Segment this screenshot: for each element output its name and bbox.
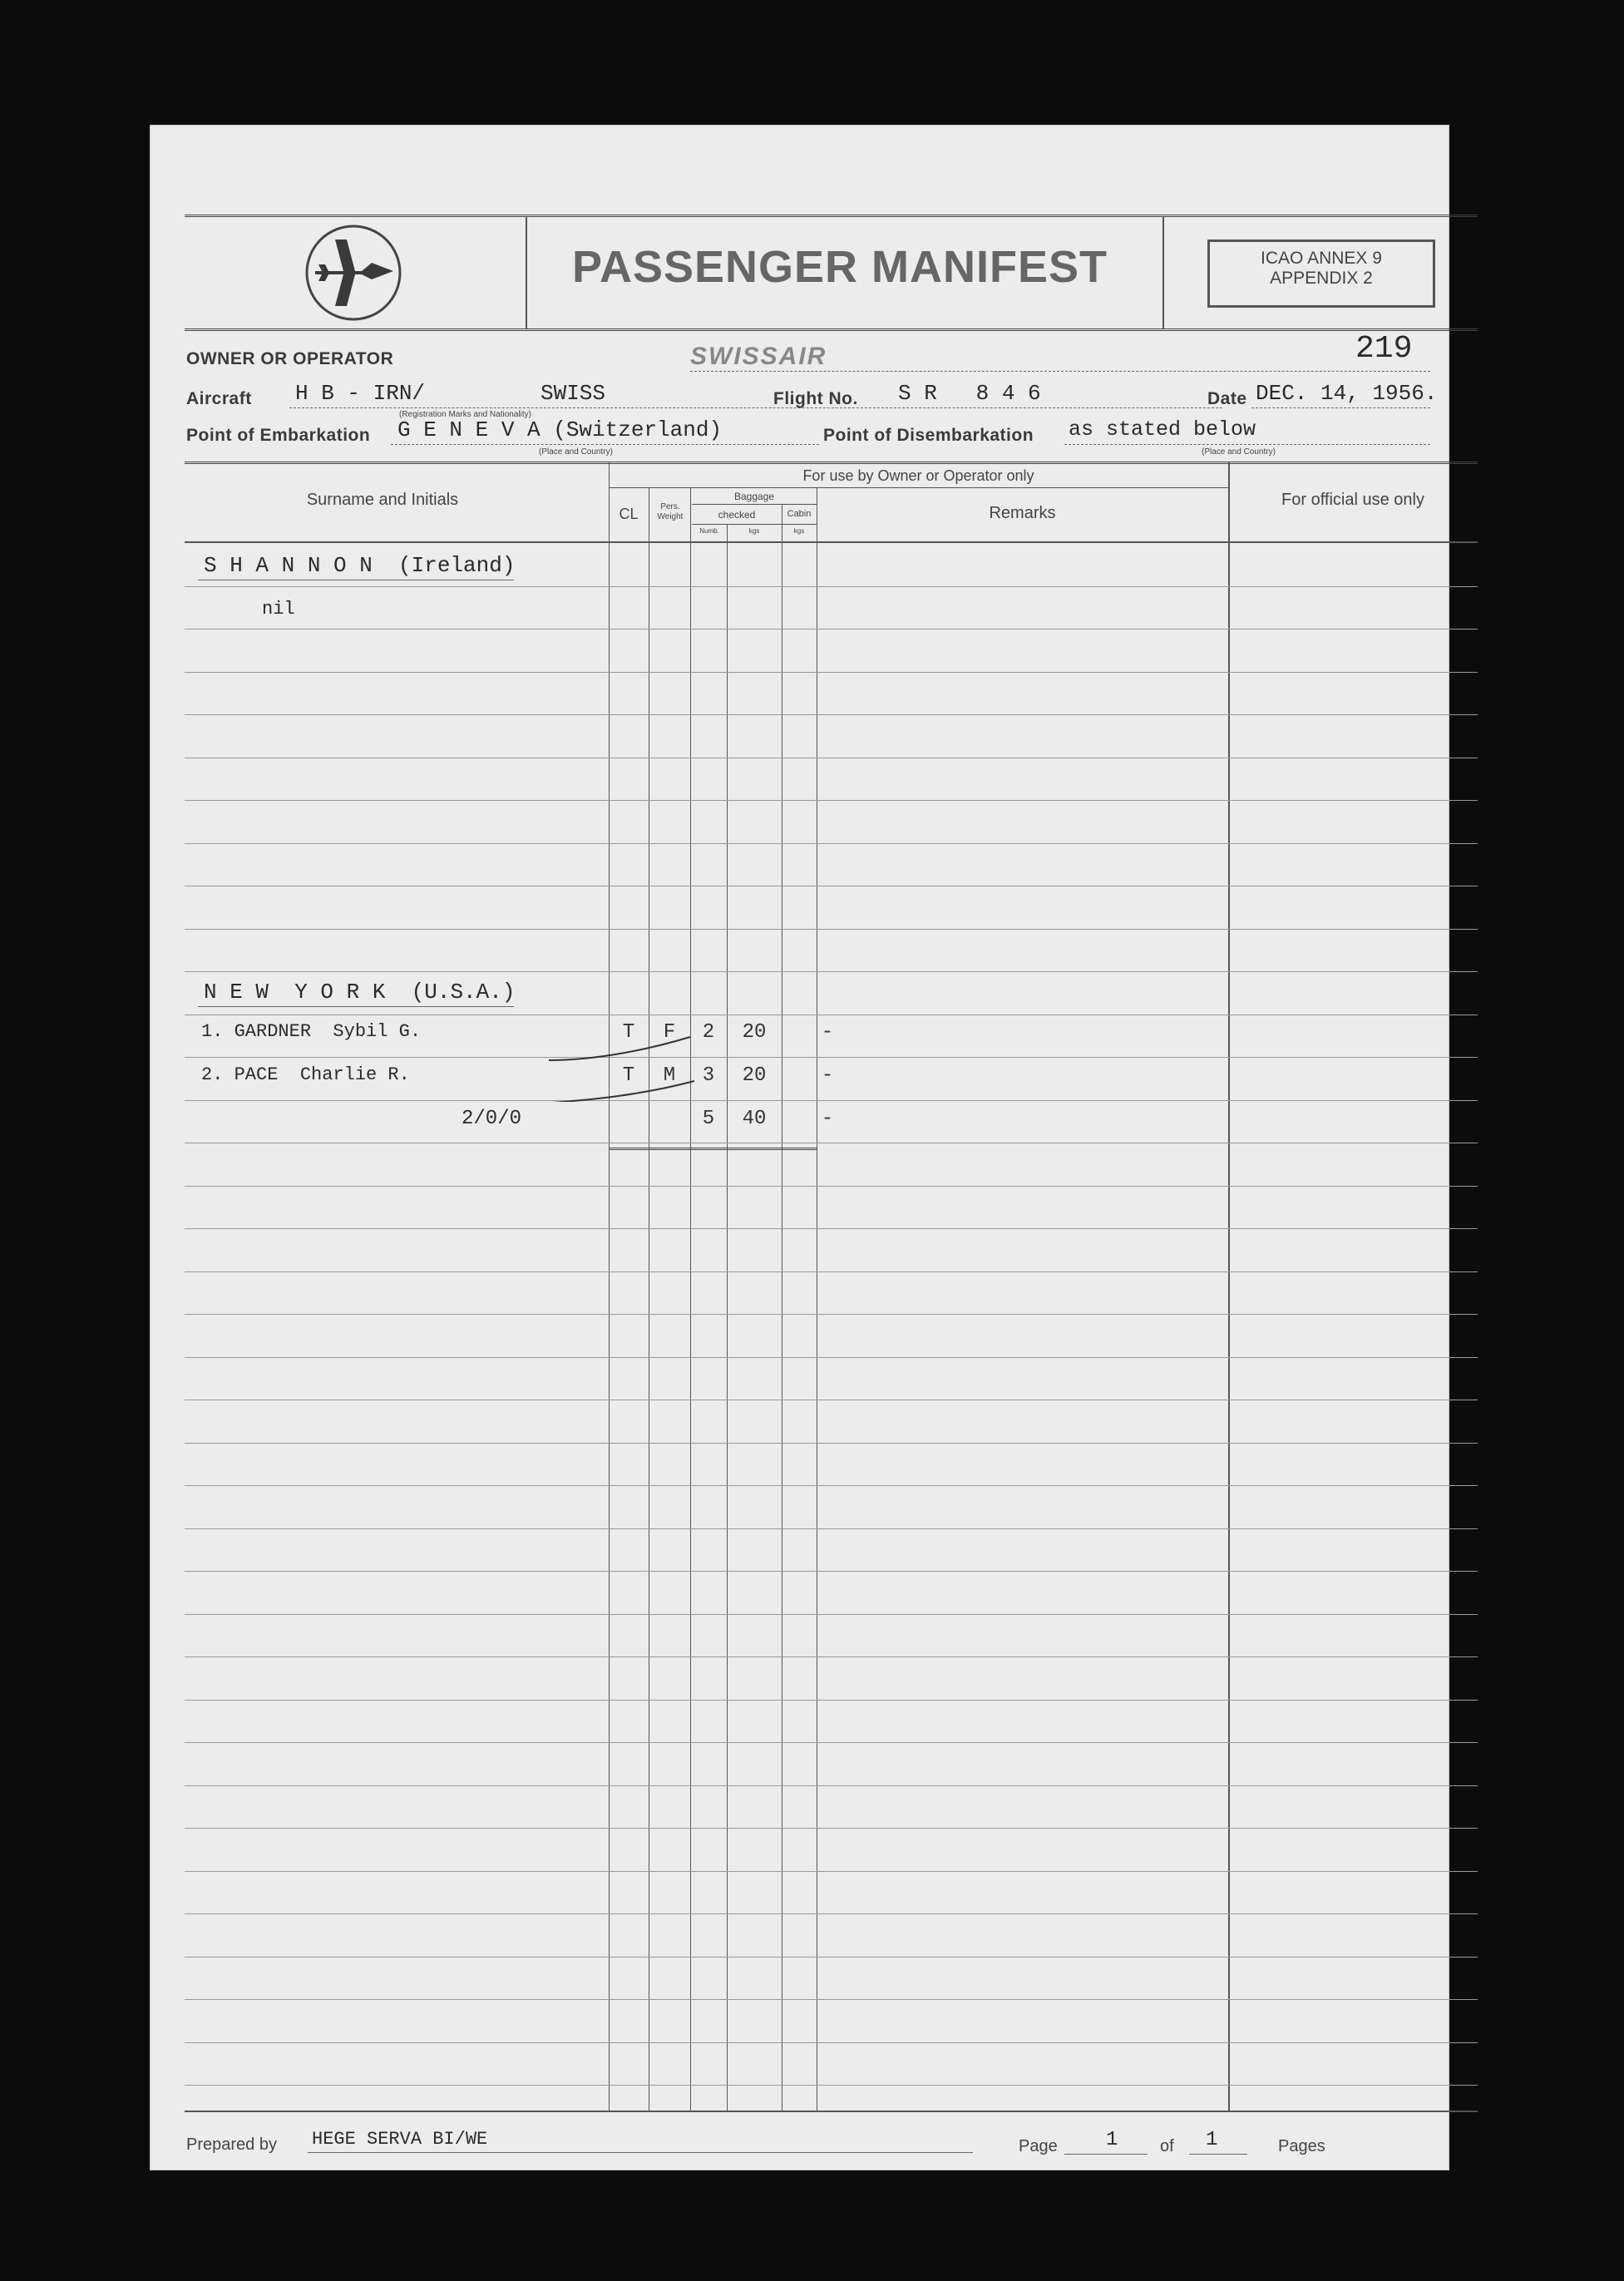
row-rule (185, 1271, 1478, 1272)
col-checked: checked (718, 509, 756, 521)
passenger-2-weight: M (663, 1064, 676, 1087)
passenger-1-weight: F (663, 1021, 676, 1044)
flight-value: S R 8 4 6 (898, 381, 1041, 406)
row-rule (185, 1057, 1478, 1058)
passenger-1-kgs: 20 (742, 1021, 767, 1044)
header-bottom-border (185, 328, 1478, 331)
pages-label: Pages (1278, 2137, 1325, 2155)
row-rule (185, 1656, 1478, 1657)
handwritten-check-marks (541, 1002, 707, 1102)
col-official: For official use only (1281, 491, 1424, 509)
row-rule (185, 1957, 1478, 1958)
row-rule (185, 1443, 1478, 1444)
col-kgs: kgs (748, 527, 760, 535)
page-label: Page (1019, 2137, 1058, 2155)
passenger-1-name: 1. GARDNER Sybil G. (201, 1021, 422, 1042)
passenger-2-numb: 3 (702, 1064, 715, 1087)
manifest-number: 219 (1355, 331, 1413, 367)
row-rule (185, 1700, 1478, 1701)
col-cl: CL (619, 506, 639, 522)
col-cabin: Cabin (787, 509, 812, 519)
aircraft-label: Aircraft (186, 389, 252, 408)
col-baggage: Baggage (733, 491, 775, 502)
passenger-2-cabin: - (821, 1064, 834, 1087)
row-rule (185, 586, 1478, 587)
col-numb: Numb. (699, 527, 719, 535)
embark-label: Point of Embarkation (186, 426, 371, 445)
row-rule (185, 1828, 1478, 1829)
destination-shannon: S H A N N O N (Ireland) (204, 553, 516, 578)
row-rule (185, 1871, 1478, 1872)
passenger-2-name: 2. PACE Charlie R. (201, 1064, 410, 1085)
row-rule (185, 1913, 1478, 1914)
aircraft-value: H B - IRN/ (295, 381, 426, 406)
row-rule (185, 1571, 1478, 1572)
top-border (185, 215, 1478, 217)
col-remarks: Remarks (989, 504, 1056, 522)
page-value: 1 (1106, 2129, 1118, 2151)
header-divider (1162, 216, 1164, 328)
row-rule (185, 843, 1478, 844)
embark-sublabel: (Place and Country) (539, 447, 613, 457)
table-header-bottom (185, 541, 1478, 543)
row-rule (185, 1186, 1478, 1187)
row-rule (185, 1614, 1478, 1615)
passenger-1-cl: T (622, 1021, 635, 1044)
airplane-circle-icon (304, 223, 403, 323)
passenger-1-cabin: - (821, 1021, 834, 1044)
row-rule (185, 971, 1478, 972)
col-pers-weight: Pers. Weight (657, 502, 684, 521)
row-rule (185, 2085, 1478, 2086)
destination-newyork: N E W Y O R K (U.S.A.) (204, 980, 516, 1005)
row-rule (185, 714, 1478, 715)
pages-value: 1 (1206, 2129, 1218, 2151)
table-top-border (185, 462, 1478, 464)
form-title: PASSENGER MANIFEST (571, 242, 1108, 292)
row-rule (185, 1528, 1478, 1529)
header-divider (526, 216, 527, 328)
prepared-value: HEGE SERVA BI/WE (312, 2129, 488, 2150)
row-rule (185, 1785, 1478, 1786)
col-cabin-kgs: kgs (793, 527, 805, 535)
row-rule (185, 1314, 1478, 1315)
row-rule (185, 2042, 1478, 2043)
row-rule (185, 1999, 1478, 2000)
embark-value: G E N E V A (Switzerland) (397, 417, 723, 442)
row-rule (185, 1485, 1478, 1486)
row-rule (185, 1100, 1478, 1101)
disembark-label: Point of Disembarkation (823, 426, 1034, 445)
prepared-label: Prepared by (186, 2135, 277, 2154)
passenger-2-cl: T (622, 1064, 635, 1087)
icao-box (1207, 239, 1435, 308)
date-label: Date (1207, 389, 1247, 408)
total-underline (609, 1148, 817, 1150)
total-label: 2/0/0 (462, 1108, 522, 1130)
of-label: of (1160, 2137, 1174, 2155)
total-kgs: 40 (742, 1108, 767, 1130)
aircraft-nationality: SWISS (541, 381, 606, 406)
manifest-sheet (150, 125, 1449, 2170)
disembark-value: as stated below (1069, 417, 1256, 442)
passenger-1-numb: 2 (702, 1021, 715, 1044)
row-rule (185, 1357, 1478, 1358)
row-rule (185, 800, 1478, 801)
row-rule (185, 929, 1478, 930)
icao-line2: APPENDIX 2 (1270, 269, 1373, 288)
row-rule (185, 1228, 1478, 1229)
col-group-owner: For use by Owner or Operator only (802, 467, 1034, 484)
row-rule (185, 672, 1478, 673)
shannon-nil: nil (262, 599, 295, 620)
aircraft-sublabel: (Registration Marks and Nationality) (399, 410, 531, 419)
icao-line1: ICAO ANNEX 9 (1261, 249, 1382, 268)
flight-label: Flight No. (773, 389, 858, 408)
disembark-sublabel: (Place and Country) (1202, 447, 1276, 457)
row-rule (185, 1742, 1478, 1743)
owner-value: SWISSAIR (690, 343, 827, 370)
total-numb: 5 (702, 1108, 715, 1130)
owner-label: OWNER OR OPERATOR (186, 349, 394, 368)
col-surname: Surname and Initials (306, 491, 459, 509)
total-cabin: - (821, 1108, 834, 1130)
table-bottom-border (185, 2111, 1478, 2112)
passenger-2-kgs: 20 (742, 1064, 767, 1087)
date-value: DEC. 14, 1956. (1256, 381, 1438, 406)
